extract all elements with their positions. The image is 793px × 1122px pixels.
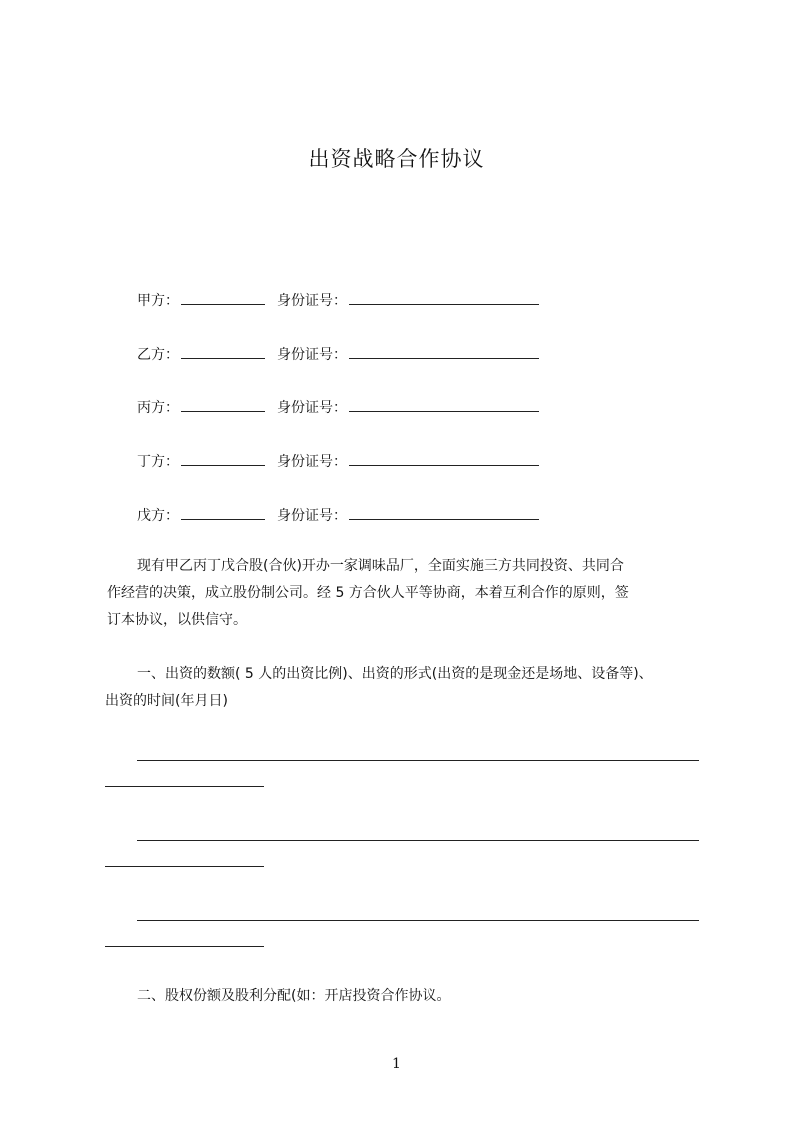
id-label: 身份证号： <box>277 347 347 363</box>
id-label: 身份证号： <box>277 400 347 416</box>
section1-line-2: 出资的时间(年月日) <box>105 693 228 709</box>
fill-line <box>105 866 264 867</box>
party-row-bing <box>137 397 539 417</box>
id-label: 身份证号： <box>277 508 347 524</box>
party-label: 乙方： <box>137 347 179 363</box>
fill-line <box>105 946 264 947</box>
id-number-blank <box>349 397 539 412</box>
id-number-blank <box>349 290 539 305</box>
party-name-blank <box>181 344 265 359</box>
fill-line <box>137 840 699 841</box>
party-name-blank <box>181 290 265 305</box>
party-name-blank <box>181 451 265 466</box>
party-name-blank <box>181 505 265 520</box>
fill-line <box>105 786 264 787</box>
document-title: 出资战略合作协议 <box>308 147 485 171</box>
intro-line-2: 作经营的决策，成立股份制公司。经 5 方合伙人平等协商，本着互利合作的原则，签 <box>107 585 629 601</box>
intro-line-3: 订本协议，以供信守。 <box>107 612 247 628</box>
section1-line-1: 一、出资的数额( 5 人的出资比例)、出资的形式(出资的是现金还是场地、设备等)、 <box>137 666 653 682</box>
party-row-jia <box>137 290 539 310</box>
party-label: 甲方： <box>137 293 179 309</box>
party-label: 戊方： <box>137 508 179 524</box>
party-label: 丙方： <box>137 400 179 416</box>
fill-line <box>137 760 699 761</box>
id-label: 身份证号： <box>277 454 347 470</box>
id-number-blank <box>349 505 539 520</box>
section2-heading: 二、股权份额及股利分配(如：开店投资合作协议。 <box>137 988 451 1004</box>
id-number-blank <box>349 451 539 466</box>
page-number: 1 <box>392 1056 401 1072</box>
party-row-ding <box>137 451 539 471</box>
party-row-wu <box>137 505 539 525</box>
fill-line <box>137 920 699 921</box>
party-row-yi <box>137 344 539 364</box>
id-number-blank <box>349 344 539 359</box>
party-label: 丁方： <box>137 454 179 470</box>
intro-line-1: 现有甲乙丙丁戊合股(合伙)开办一家调味品厂，全面实施三方共同投资、共同合 <box>137 558 624 574</box>
party-name-blank <box>181 397 265 412</box>
id-label: 身份证号： <box>277 293 347 309</box>
